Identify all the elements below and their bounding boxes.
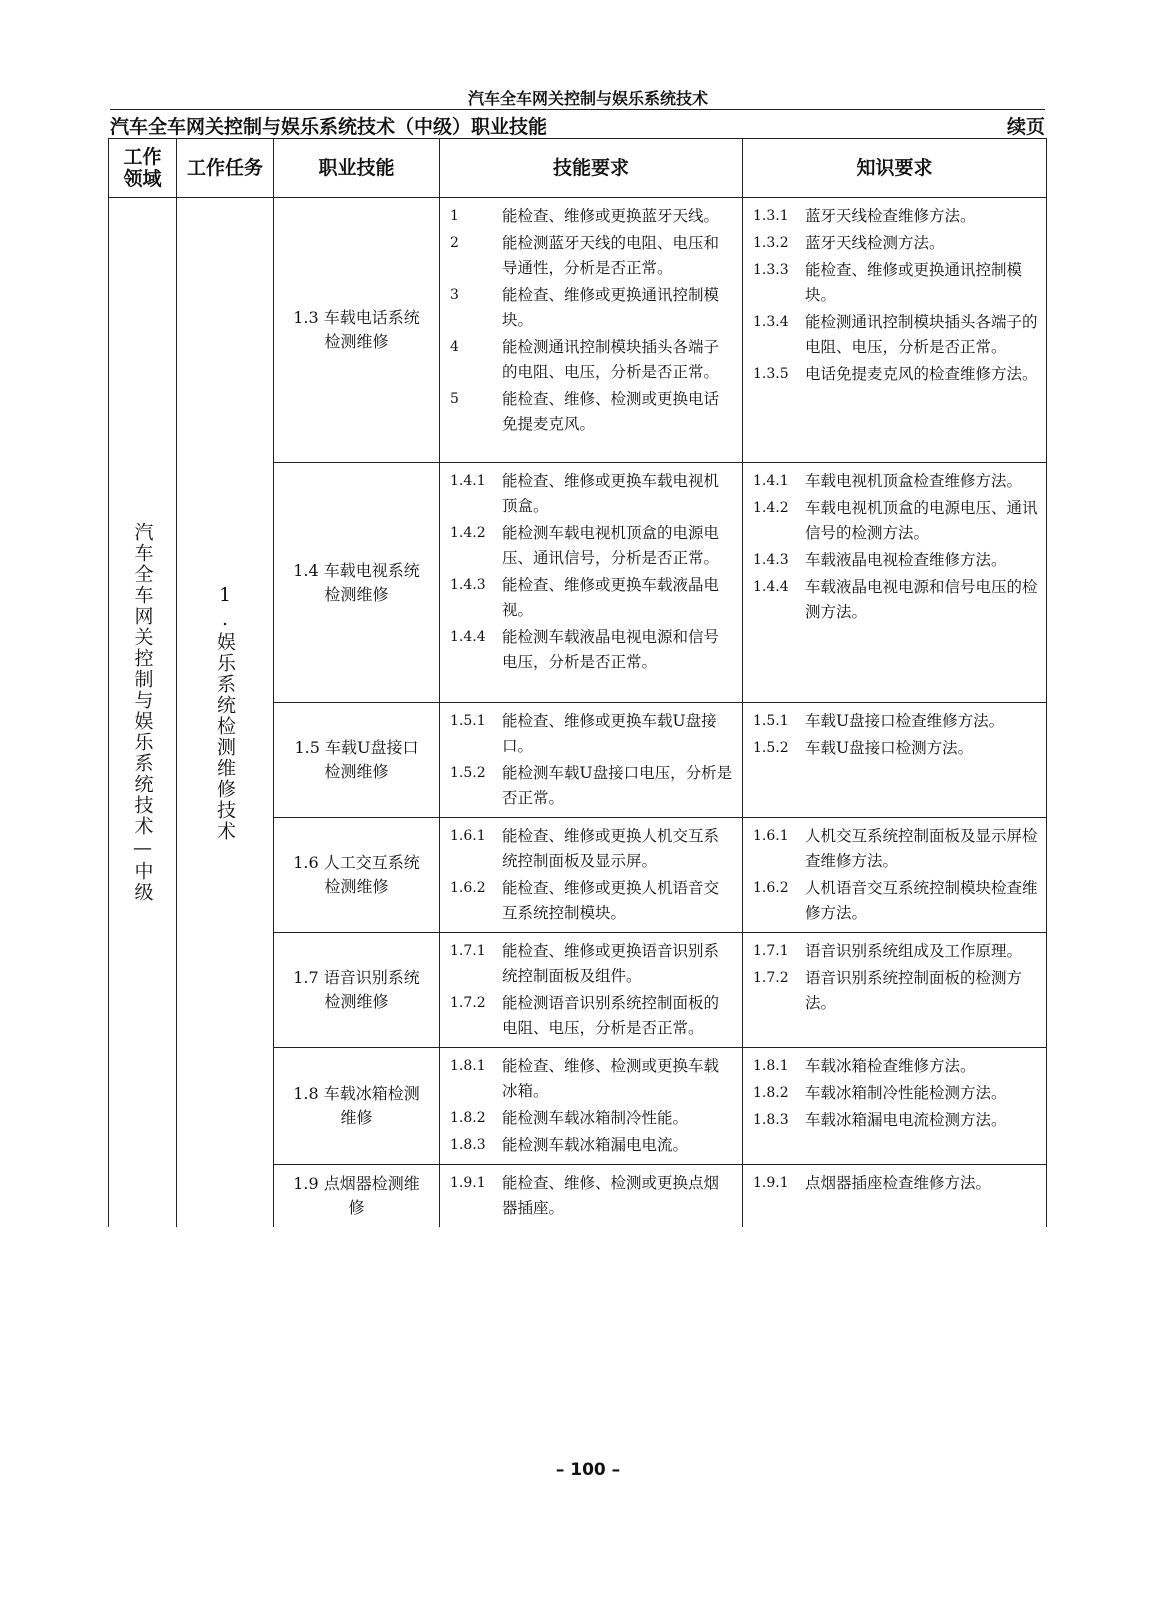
item-number: 1.9.1 [753, 1175, 789, 1191]
task-text: 1.娱乐系统检测维修技术 [214, 583, 236, 842]
item-number: 1 [450, 208, 459, 224]
skill-requirement-item [450, 876, 734, 926]
col-header-skill: 职业技能 [274, 139, 440, 198]
item-number: 1.4.3 [450, 577, 486, 593]
knowledge-requirement-cell [743, 1165, 1047, 1228]
knowledge-requirement-item [753, 548, 1038, 573]
item-number: 1.7.2 [450, 995, 486, 1011]
item-number: 1.6.1 [450, 828, 486, 844]
item-number: 1.8.2 [450, 1110, 486, 1126]
knowledge-requirement-cell [743, 198, 1047, 463]
skills-table [108, 138, 1047, 1227]
item-number: 1.8.1 [753, 1058, 789, 1074]
header-row [109, 139, 1047, 198]
item-text: 能检测蓝牙天线的电阻、电压和导通性，分析是否正常。 [502, 234, 720, 277]
item-text: 能检测车载液晶电视电源和信号电压，分析是否正常。 [502, 628, 720, 671]
doc-title: 汽车全车网关控制与娱乐系统技术（中级）职业技能 [110, 116, 548, 138]
item-text: 能检测语音识别系统控制面板的电阻、电压，分析是否正常。 [502, 994, 720, 1037]
knowledge-requirement-cell [743, 933, 1047, 1048]
skill-cell: 1.5 车载U盘接口检测维修 [274, 703, 440, 818]
item-number: 1.8.1 [450, 1058, 486, 1074]
continued-label: 续页 [1006, 116, 1045, 138]
item-text: 蓝牙天线检测方法。 [805, 234, 945, 252]
skill-requirement-cell [440, 463, 743, 703]
item-number: 1.3.3 [753, 262, 789, 278]
item-text: 人机交互系统控制面板及显示屏检查维修方法。 [805, 827, 1038, 870]
skill-requirement-cell [440, 1165, 743, 1228]
col-header-skill-req: 技能要求 [440, 139, 743, 198]
item-number: 2 [450, 235, 459, 251]
skill-requirement-cell [440, 933, 743, 1048]
knowledge-requirement-item [753, 1081, 1038, 1106]
item-number: 1.6.2 [753, 880, 789, 896]
item-text: 能检查、维修或更换车载液晶电视。 [502, 576, 720, 619]
item-text: 蓝牙天线检查维修方法。 [805, 207, 976, 225]
knowledge-requirement-item [753, 966, 1038, 1016]
skill-requirement-item [450, 573, 734, 623]
item-number: 1.3.4 [753, 314, 789, 330]
item-text: 语音识别系统控制面板的检测方法。 [805, 969, 1023, 1012]
item-number: 1.3.2 [753, 235, 789, 251]
item-text: 能检测通讯控制模块插头各端子的电阻、电压，分析是否正常。 [502, 338, 720, 381]
item-number: 1.5.1 [450, 713, 486, 729]
knowledge-requirement-item [753, 231, 1038, 256]
item-text: 能检查、维修或更换语音识别系统控制面板及组件。 [502, 942, 720, 985]
knowledge-requirement-cell [743, 818, 1047, 933]
item-text: 能检测车载U盘接口电压，分析是否正常。 [502, 764, 733, 807]
task-cell [177, 198, 274, 1228]
skill-requirement-item [450, 1133, 734, 1158]
knowledge-requirement-item [753, 1108, 1038, 1133]
skill-requirement-item [450, 991, 734, 1041]
item-text: 能检查、维修或更换蓝牙天线。 [502, 207, 720, 225]
item-text: 能检查、维修或更换通讯控制模块。 [502, 286, 720, 329]
item-text: 能检查、维修或更换车载U盘接口。 [502, 712, 717, 755]
col-header-knowledge-req: 知识要求 [743, 139, 1047, 198]
skill-requirement-cell [440, 703, 743, 818]
skill-cell: 1.3 车载电话系统检测维修 [274, 198, 440, 463]
item-number: 3 [450, 287, 459, 303]
skill-requirement-item [450, 521, 734, 571]
knowledge-requirement-item [753, 824, 1038, 874]
skill-requirement-item [450, 1171, 734, 1221]
item-number: 4 [450, 339, 459, 355]
item-number: 5 [450, 391, 459, 407]
item-text: 能检查、维修或更换通讯控制模块。 [805, 261, 1023, 304]
knowledge-requirement-item [753, 258, 1038, 308]
item-text: 能检查、维修或更换人机交互系统控制面板及显示屏。 [502, 827, 720, 870]
item-text: 能检测通讯控制模块插头各端子的电阻、电压，分析是否正常。 [805, 313, 1038, 356]
item-text: 电话免提麦克风的检查维修方法。 [805, 365, 1038, 383]
item-text: 人机语音交互系统控制模块检查维修方法。 [805, 879, 1038, 922]
item-number: 1.8.3 [753, 1112, 789, 1128]
item-number: 1.4.2 [753, 500, 789, 516]
item-text: 语音识别系统组成及工作原理。 [805, 942, 1023, 960]
item-text: 能检查、维修、检测或更换车载冰箱。 [502, 1057, 720, 1100]
knowledge-requirement-item [753, 496, 1038, 546]
item-text: 车载U盘接口检测方法。 [805, 739, 974, 757]
item-text: 能检测车载冰箱制冷性能。 [502, 1109, 689, 1127]
skill-requirement-item [450, 1106, 734, 1131]
skill-cell: 1.9 点烟器检测维修 [274, 1165, 440, 1228]
item-text: 车载电视机顶盒检查维修方法。 [805, 472, 1023, 490]
skill-requirement-item [450, 709, 734, 759]
skill-cell: 1.8 车载冰箱检测维修 [274, 1048, 440, 1165]
running-header: 汽车全车网关控制与娱乐系统技术 [467, 89, 708, 108]
item-text: 车载冰箱漏电电流检测方法。 [805, 1111, 1007, 1129]
knowledge-requirement-cell [743, 463, 1047, 703]
item-text: 车载冰箱检查维修方法。 [805, 1057, 976, 1075]
skill-requirement-item [450, 1054, 734, 1104]
item-number: 1.5.2 [753, 740, 789, 756]
skill-requirement-item [450, 387, 734, 437]
item-number: 1.4.1 [753, 473, 789, 489]
knowledge-requirement-cell [743, 703, 1047, 818]
domain-text: 汽车全车网关控制与娱乐系统技术—中级 [131, 522, 154, 903]
skill-requirement-cell [440, 818, 743, 933]
knowledge-requirement-cell [743, 1048, 1047, 1165]
item-text: 能检测车载冰箱漏电电流。 [502, 1136, 689, 1154]
skill-requirement-item [450, 231, 734, 281]
item-text: 车载液晶电视检查维修方法。 [805, 551, 1007, 569]
skill-requirement-cell [440, 198, 743, 463]
skill-requirement-item [450, 761, 734, 811]
item-text: 车载液晶电视电源和信号电压的检测方法。 [805, 578, 1038, 621]
knowledge-requirement-item [753, 204, 1038, 229]
item-number: 1.6.2 [450, 880, 486, 896]
item-number: 1.7.2 [753, 970, 789, 986]
item-number: 1.5.2 [450, 765, 486, 781]
knowledge-requirement-item [753, 1054, 1038, 1079]
skill-requirement-item [450, 335, 734, 385]
item-number: 1.7.1 [753, 943, 789, 959]
skill-requirement-cell [440, 1048, 743, 1165]
item-number: 1.8.3 [450, 1137, 486, 1153]
item-number: 1.7.1 [450, 943, 486, 959]
item-number: 1.4.1 [450, 473, 486, 489]
item-text: 点烟器插座检查维修方法。 [805, 1174, 992, 1192]
skill-requirement-item [450, 204, 734, 229]
knowledge-requirement-item [753, 575, 1038, 625]
item-text: 车载冰箱制冷性能检测方法。 [805, 1084, 1007, 1102]
knowledge-requirement-item [753, 362, 1038, 387]
table-body [109, 198, 1047, 1228]
item-number: 1.3.5 [753, 366, 789, 382]
col-header-domain: 工作领域 [109, 139, 177, 198]
skill-requirement-item [450, 824, 734, 874]
header-rule [110, 109, 1045, 110]
skill-cell: 1.4 车载电视系统检测维修 [274, 463, 440, 703]
item-text: 能检查、维修、检测或更换电话免提麦克风。 [502, 390, 720, 433]
item-number: 1.4.2 [450, 525, 486, 541]
knowledge-requirement-item [753, 939, 1038, 964]
skill-requirement-item [450, 469, 734, 519]
knowledge-requirement-item [753, 709, 1038, 734]
domain-cell [109, 198, 177, 1228]
item-number: 1.8.2 [753, 1085, 789, 1101]
item-number: 1.4.3 [753, 552, 789, 568]
knowledge-requirement-item [753, 469, 1038, 494]
item-text: 能检查、维修或更换人机语音交互系统控制模块。 [502, 879, 720, 922]
item-text: 车载电视机顶盒的电源电压、通讯信号的检测方法。 [805, 499, 1038, 542]
skill-cell: 1.6 人工交互系统检测维修 [274, 818, 440, 933]
item-number: 1.5.1 [753, 713, 789, 729]
skill-requirement-item [450, 939, 734, 989]
skill-requirement-item [450, 283, 734, 333]
item-number: 1.4.4 [753, 579, 789, 595]
table-row [109, 198, 1047, 463]
item-text: 能检查、维修、检测或更换点烟器插座。 [502, 1174, 720, 1217]
knowledge-requirement-item [753, 1171, 1038, 1196]
knowledge-requirement-item [753, 876, 1038, 926]
item-number: 1.9.1 [450, 1175, 486, 1191]
item-number: 1.4.4 [450, 629, 486, 645]
skill-requirement-item [450, 625, 734, 675]
page-number: – 100 – [555, 1460, 621, 1480]
skill-cell: 1.7 语音识别系统检测维修 [274, 933, 440, 1048]
item-text: 能检查、维修或更换车载电视机顶盒。 [502, 472, 720, 515]
item-text: 车载U盘接口检查维修方法。 [805, 712, 1005, 730]
knowledge-requirement-item [753, 310, 1038, 360]
knowledge-requirement-item [753, 736, 1038, 761]
item-number: 1.3.1 [753, 208, 789, 224]
item-text: 能检测车载电视机顶盒的电源电压、通讯信号，分析是否正常。 [502, 524, 720, 567]
item-number: 1.6.1 [753, 828, 789, 844]
col-header-task: 工作任务 [177, 139, 274, 198]
